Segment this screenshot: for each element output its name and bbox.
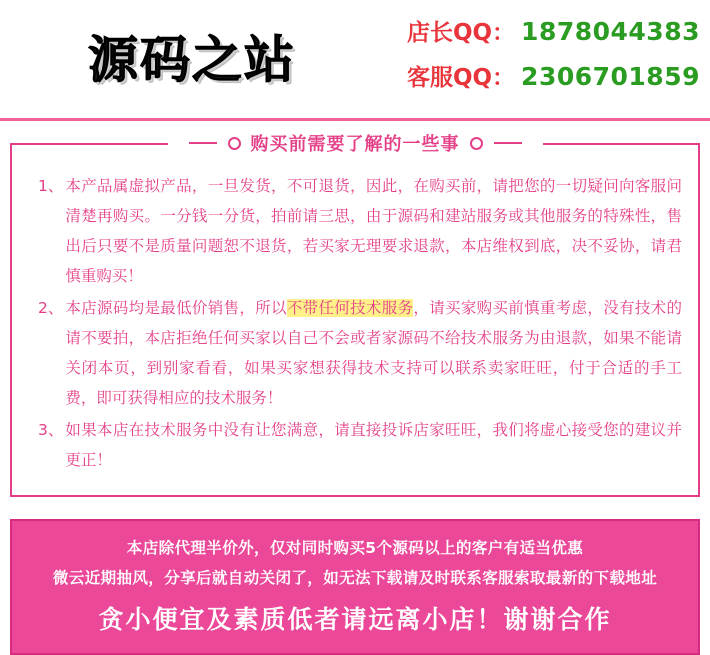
notice-item-text bbox=[65, 415, 682, 475]
banner-line-2: 微云近期抽风，分享后就自动关闭了，如无法下载请及时联系客服索取最新的下载地址 bbox=[52, 569, 658, 587]
brand-logo-text: 源码之站 bbox=[88, 31, 296, 89]
decorative-dot-right-icon bbox=[470, 137, 483, 150]
notice-title-text: 购买前需要了解的一些事 bbox=[250, 134, 460, 155]
list-item bbox=[28, 171, 682, 291]
support-qq-number[interactable]: 2306701859 bbox=[521, 62, 700, 91]
notice-item-text-before: 本店源码均是最低价销售，所以 bbox=[65, 299, 287, 317]
notice-item-text bbox=[65, 171, 682, 291]
notice-list bbox=[28, 171, 682, 475]
decorative-line-right-icon bbox=[494, 142, 522, 144]
banner-line-1: 本店除代理半价外，仅对同时购买5个源码以上的客户有适当优惠 bbox=[126, 539, 584, 557]
manager-qq-number[interactable]: 1878044383 bbox=[521, 17, 700, 46]
promo-banner bbox=[10, 519, 700, 655]
notice-item-text bbox=[65, 293, 682, 413]
notice-item-text-before: 本产品属虚拟产品，一旦发货，不可退货，因此，在购买前，请把您的一切疑问向客服问清楚再购买。一分钱一分货，拍前请三思，由于源码和建站服务或其他服务的特殊性，售出后只要不是质量问题恕不退货，若买家无理要求退款，本店维权到底，决不妥协，请君慎重购买！ bbox=[65, 177, 682, 285]
decorative-dot-left-icon bbox=[228, 137, 241, 150]
decorative-line-left-icon bbox=[189, 142, 217, 144]
support-qq-label: 客服QQ： bbox=[406, 65, 516, 91]
notice-item-highlight: 不带任何技术服务 bbox=[286, 299, 414, 317]
notice-box bbox=[10, 134, 700, 497]
notice-item-number: 3、 bbox=[38, 421, 64, 439]
list-item bbox=[28, 293, 682, 413]
notice-item-text-before: 如果本店在技术服务中没有让您满意，请直接投诉店家旺旺，我们将虚心接受您的建议并更正！ bbox=[65, 421, 682, 469]
banner-slogan: 贪小便宜及素质低者请远离小店！谢谢合作 bbox=[98, 605, 612, 634]
contact-row-support bbox=[407, 59, 700, 92]
contact-block bbox=[407, 14, 700, 104]
list-item bbox=[28, 415, 682, 475]
page-header bbox=[0, 0, 710, 121]
notice-title bbox=[168, 130, 543, 156]
notice-item-number: 2、 bbox=[38, 299, 64, 317]
notice-item-text-after: ，请买家购买前慎重考虑，没有技术的请不要拍，本店拒绝任何买家以自己不会或者家源码不给技术服务为由退款，如果不能请关闭本页，到别家看看，如果买家想获得技术支持可以联系卖家旺旺，付于合适的手工费，即可获得相应的技术服务！ bbox=[65, 299, 682, 407]
manager-qq-label: 店长QQ： bbox=[406, 20, 516, 46]
notice-title-wrap bbox=[12, 130, 698, 156]
contact-row-manager bbox=[407, 14, 700, 47]
notice-item-number: 1、 bbox=[38, 177, 64, 195]
